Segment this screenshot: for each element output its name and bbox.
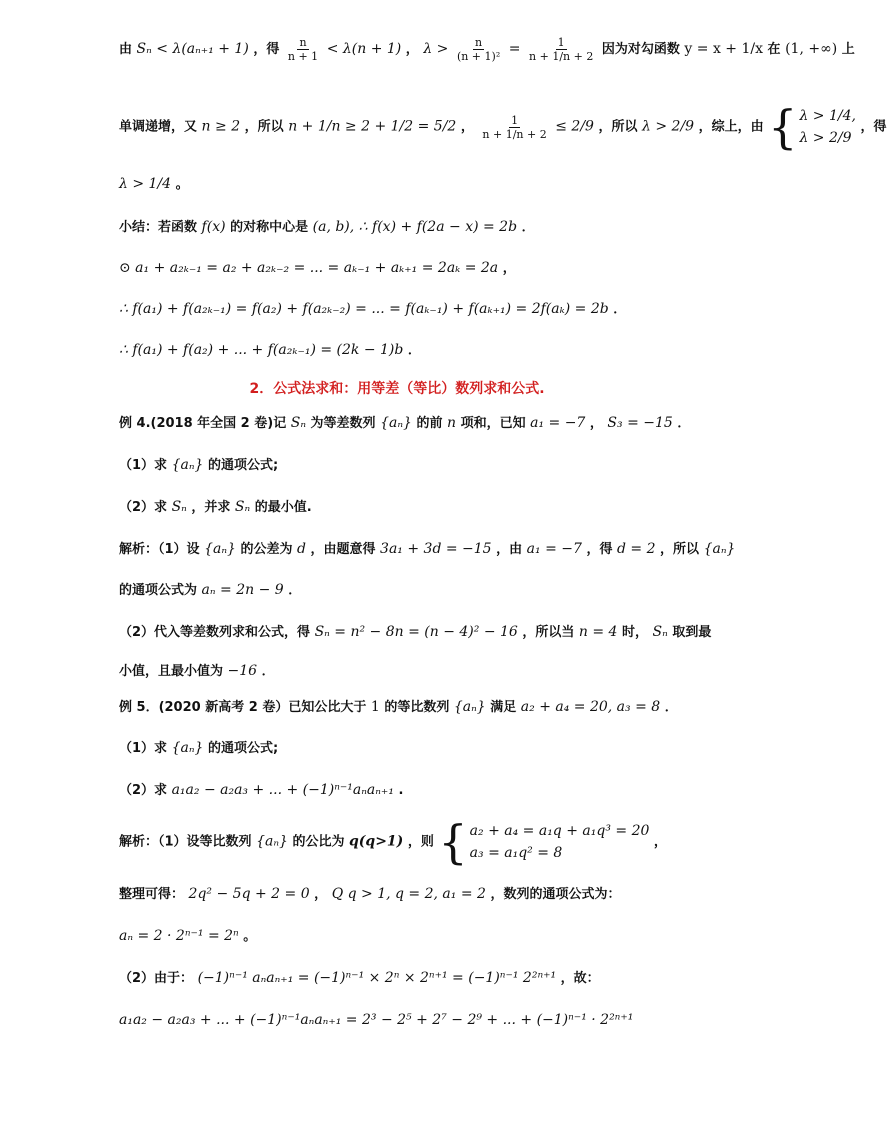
fraction: [286, 36, 320, 63]
text: （2）求: [119, 783, 168, 798]
example-4-solution-1-cont: [119, 580, 694, 601]
example-5-solution-2: [119, 968, 694, 989]
system-row: a₂ + a₄ = a₁q + a₁q³ = 20: [469, 823, 650, 839]
equation-line-2: [119, 299, 694, 320]
math: aₙ = 2n − 9: [201, 582, 284, 598]
text: ．: [261, 664, 275, 679]
text: ，: [314, 887, 328, 902]
text: （2）代入等差数列求和公式，得: [119, 625, 311, 640]
math: {aₙ}: [703, 541, 736, 557]
math: Sₙ: [290, 415, 306, 431]
solution-line-3: [119, 174, 694, 195]
numerator: 1: [557, 36, 565, 49]
text: ，: [502, 261, 516, 276]
text: 。: [175, 177, 189, 192]
example-5-solution-1: [119, 815, 694, 869]
expression: n + 1/n ≥ 2 + 1/2 = 5/2: [288, 118, 457, 135]
example-5-question-1: [119, 738, 694, 759]
equation: ∴ f(a₁) + f(a₂) + ... + f(a₂ₖ₋₁) = (2k − 1)b: [119, 342, 404, 358]
text: 的前: [416, 416, 443, 431]
math: {aₙ}: [256, 833, 288, 850]
system-row: λ > 1/4,: [799, 108, 856, 124]
summary-line: [119, 217, 694, 238]
interval: (1, +∞): [785, 41, 838, 57]
text: ，所以当: [522, 625, 575, 640]
text: ，由题意得: [310, 542, 376, 557]
denominator: (n + 1)²: [456, 50, 501, 63]
equation-line-3: [119, 340, 694, 361]
text: 的对称中心是: [230, 220, 309, 235]
text: ．: [664, 700, 678, 715]
expression: (a, b), ∴ f(x) + f(2a − x) = 2b: [312, 219, 518, 235]
equation: ∴ f(a₁) + f(a₂ₖ₋₁) = f(a₂) + f(a₂ₖ₋₂) = ... = f(aₖ₋₁) + f(aₖ₊₁) = 2f(aₖ) = 2b: [119, 301, 609, 317]
result: λ > 2/9: [642, 118, 695, 135]
math: Sₙ: [234, 499, 251, 515]
text: 的等比数列: [384, 700, 450, 715]
text: 在: [767, 42, 781, 57]
inequality: λ >: [423, 41, 449, 57]
text: ，所以: [660, 542, 700, 557]
text: 时，: [622, 625, 649, 640]
text: ，则: [407, 834, 434, 850]
text: ，: [653, 834, 667, 850]
condition: n ≥ 2: [201, 118, 241, 135]
fraction: [480, 114, 548, 141]
math: a₁ = −7: [530, 415, 586, 431]
math: Sₙ: [652, 624, 668, 640]
math: S₃ = −15: [607, 415, 673, 431]
math: a₁a₂ − a₂a₃ + ... + (−1)ⁿ⁻¹aₙaₙ₊₁: [171, 782, 394, 798]
text: 解析：（1）设: [119, 542, 200, 557]
text: 整理可得：: [119, 887, 185, 902]
text: 小结：若函数: [119, 220, 198, 235]
equals: =: [508, 41, 521, 57]
text: ，所以: [244, 119, 284, 135]
example-4-statement: [119, 413, 694, 434]
text: 取到最: [672, 625, 712, 640]
text: ，综上，由: [698, 119, 764, 135]
example-5-general-term: [119, 926, 694, 947]
math: d = 2: [616, 541, 656, 557]
fraction: [455, 36, 502, 63]
text: （2）求: [119, 500, 168, 515]
text: ，由: [496, 542, 523, 557]
math: aₙ = 2 · 2ⁿ⁻¹ = 2ⁿ: [119, 928, 239, 944]
text: ，得: [253, 42, 280, 57]
fraction: [527, 36, 595, 63]
equation: ⊙ a₁ + a₂ₖ₋₁ = a₂ + a₂ₖ₋₂ = ... = aₖ₋₁ + aₖ₊₁ = 2aₖ = 2a: [119, 260, 499, 276]
text: ．: [407, 343, 421, 358]
numerator: 1: [511, 113, 519, 127]
left-brace: {: [438, 815, 468, 869]
text: 的公比为: [292, 834, 345, 850]
text: 单调递增，又: [119, 119, 198, 135]
text: ，得: [860, 119, 887, 135]
text: ，并求: [191, 500, 231, 515]
denominator: n + 1: [287, 50, 319, 63]
text: ．: [677, 416, 691, 431]
example-4-question-2: [119, 497, 694, 518]
math: 3a₁ + 3d = −15: [380, 541, 492, 557]
solution-line-2: [119, 100, 887, 154]
equation-system: [438, 815, 650, 869]
inequality: ≤ 2/9: [555, 118, 594, 135]
text: 为等差数列: [310, 416, 376, 431]
text: ，所以: [598, 119, 638, 135]
text: 的最小值.: [254, 500, 312, 515]
math: n: [447, 415, 457, 431]
inequality: < λ(n + 1): [326, 41, 402, 57]
function: y = x + 1/x: [684, 41, 763, 57]
system-row: λ > 2/9: [799, 130, 852, 146]
system-row: a₃ = a₁q² = 8: [469, 845, 563, 861]
example-5-solution-1-cont: [119, 884, 694, 905]
text: 的通项公式为: [119, 583, 198, 598]
example-5-solution-2-cont: [119, 1010, 694, 1031]
equation-line-1: [119, 258, 694, 279]
text: ，: [589, 416, 603, 431]
math: {aₙ}: [453, 699, 486, 715]
math: a₁a₂ − a₂a₃ + ... + (−1)ⁿ⁻¹aₙaₙ₊₁ = 2³ − 2⁵ + 2⁷ − 2⁹ + ... + (−1)ⁿ⁻¹ · 2²ⁿ⁺¹: [119, 1012, 634, 1028]
example-4-solution-2-cont: [119, 661, 694, 682]
text: ，数列的通项公式为：: [490, 887, 621, 902]
text: ，故：: [560, 971, 600, 986]
example-5-question-2: [119, 780, 694, 801]
text: 解析：（1）设等比数列: [119, 834, 252, 850]
text: 因为对勾函数: [601, 42, 680, 57]
denominator: n + 1/n + 2: [529, 50, 594, 63]
math: n = 4: [578, 624, 618, 640]
text: ，得: [586, 542, 613, 557]
math: a₁ = −7: [526, 541, 582, 557]
inequality: Sₙ < λ(aₙ₊₁ + 1): [136, 41, 249, 57]
math: 2q² − 5q + 2 = 0: [188, 886, 310, 902]
text: ．: [521, 220, 535, 235]
text: 的通项公式;: [207, 458, 279, 473]
text: 小值，且最小值为: [119, 664, 224, 679]
denominator: n + 1/n + 2: [482, 127, 547, 141]
left-brace: {: [768, 100, 798, 154]
solution-line-1: [119, 36, 855, 63]
math: {aₙ}: [380, 415, 412, 431]
function: f(x): [201, 219, 226, 235]
text: 满足: [490, 700, 517, 715]
text: ，: [460, 119, 474, 135]
text: ．: [288, 583, 302, 598]
math: {aₙ}: [204, 541, 236, 557]
math: d: [297, 541, 306, 557]
text: ．: [613, 302, 627, 317]
math: q(q>1): [349, 833, 404, 850]
numerator: n: [475, 36, 483, 49]
math: {aₙ}: [171, 740, 204, 756]
result: λ > 1/4: [119, 176, 172, 192]
math: −16: [227, 663, 258, 679]
text: .: [398, 783, 404, 798]
text: 上: [841, 42, 855, 57]
math: Sₙ: [171, 499, 187, 515]
math: (−1)ⁿ⁻¹ aₙaₙ₊₁ = (−1)ⁿ⁻¹ × 2ⁿ × 2ⁿ⁺¹ = (−1)ⁿ⁻¹ 2²ⁿ⁺¹: [197, 970, 557, 986]
math: {aₙ}: [171, 457, 204, 473]
example-4-solution-1: [119, 539, 736, 560]
section-heading: 2．公式法求和：用等差（等比）数列求和公式.: [249, 381, 545, 397]
math: 1: [370, 699, 380, 715]
example-4-solution-2: [119, 622, 712, 643]
math: Sₙ = n² − 8n = (n − 4)² − 16: [314, 624, 518, 640]
example-5-statement: [119, 697, 694, 718]
text: （2）由于：: [119, 971, 194, 986]
math: a₂ + a₄ = 20, a₃ = 8: [520, 699, 661, 715]
text: （1）求: [119, 741, 168, 756]
text: 的公差为: [240, 542, 293, 557]
text: ，: [405, 42, 419, 57]
text: 的通项公式;: [207, 741, 279, 756]
text: 。: [243, 929, 257, 944]
text: （1）求: [119, 458, 168, 473]
math: Q q > 1, q = 2, a₁ = 2: [331, 886, 486, 902]
inequality-system: [768, 100, 856, 154]
text: 例 4.(2018 年全国 2 卷)记: [119, 416, 287, 431]
text: 例 5．(2020 新高考 2 卷）已知公比大于: [119, 700, 367, 715]
example-4-question-1: [119, 455, 694, 476]
text: 由: [119, 42, 133, 57]
text: 项和，已知: [460, 416, 526, 431]
numerator: n: [299, 36, 307, 49]
